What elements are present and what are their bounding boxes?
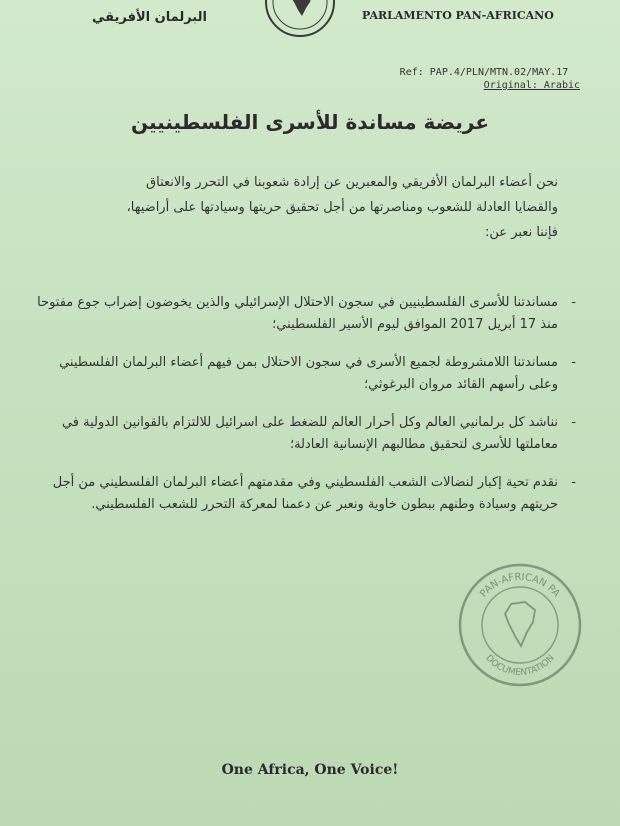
stamp-top-text: PAN-AFRICAN PA (478, 571, 562, 600)
stamp-bottom-text: DOCUMENTATION (483, 653, 557, 679)
intro-line: والقضايا العادلة للشعوب ومناصرتها من أجل تحقيق حريتها وسيادتها على أراضيها، (126, 200, 558, 215)
intro-paragraph (38, 170, 558, 245)
petition-items (36, 292, 576, 532)
svg-text:DOCUMENTATION (483, 653, 556, 678)
pan-african-parliament-emblem-icon (252, 0, 348, 40)
list-item: - مساندتنا اللامشروطة لجميع الأسرى في سجون الاحتلال بمن فيهم أعضاء البرلمان الفلسطيني وعلى رأسهم القائد مروان البرغوثي؛ (36, 352, 576, 396)
original-language: Original: Arabic (483, 80, 580, 91)
list-item: - نناشد كل برلمانيي العالم وكل أحرار العالم للضغط على اسرائيل للالتزام بالقوانين الدولية في معاملتها للأسرى لتحقيق مطالبهم الإنسانية العادلة؛ (36, 412, 576, 456)
intro-line: فإننا نعبر عن: (485, 225, 558, 240)
intro-line: نحن أعضاء البرلمان الأفريقي والمعبرين عن إرادة شعوبنا في التحرر والانعتاق (146, 175, 558, 190)
document-title: عريضة مساندة للأسرى الفلسطينيين (131, 110, 489, 134)
list-item: - مساندتنا للأسرى الفلسطينيين في سجون الاحتلال الإسرائيلي والذين يخوضون إضراب جوع مفتوحا منذ 17 أبريل 2017 الموافق ليوم الأسير الفلسطيني؛ (36, 292, 576, 336)
reference-number: Ref: PAP.4/PLN/MTN.02/MAY.17 (399, 67, 569, 78)
header-org-arabic: البرلمان الأفريقي (92, 10, 207, 25)
header-org-latin: PARLAMENTO PAN-AFRICANO (362, 9, 554, 22)
footer-motto: One Africa, One Voice! (221, 762, 399, 778)
documentation-stamp-icon (455, 560, 585, 690)
list-item: - نقدم تحية إكبار لنضالات الشعب الفلسطيني وفي مقدمتهم أعضاء البرلمان الفلسطيني من أجل حريتهم وسيادة وطنهم ببطون خاوية ونعبر عن دعمنا لمعركة التحرر للشعب الفلسطيني. (36, 472, 576, 516)
reference-block (400, 66, 580, 92)
svg-text:PAN-AFRICAN PA (478, 572, 562, 600)
